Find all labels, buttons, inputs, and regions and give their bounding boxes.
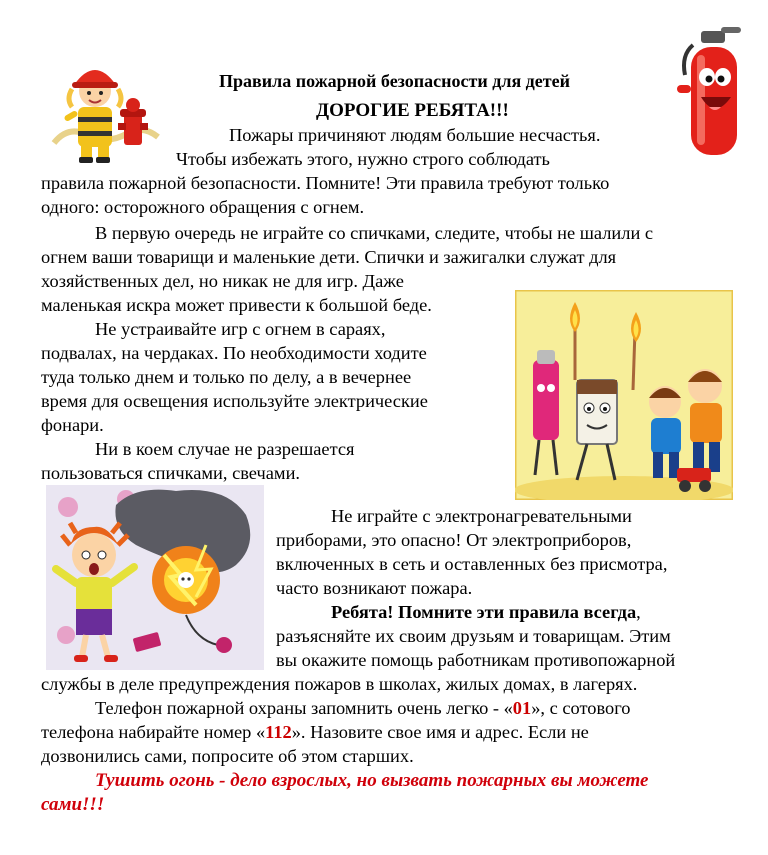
text-line: Пожары причиняют людям большие несчастья. bbox=[229, 125, 601, 145]
text-line bbox=[331, 601, 641, 625]
text-line: хозяйственных дел, но никак не для игр. Даже bbox=[41, 271, 404, 291]
fire-extinguisher-mascot-illustration bbox=[675, 25, 755, 160]
text-line: разъясняйте их своим друзьям и товарищам. Этим bbox=[276, 626, 671, 646]
text-fragment: телефона набирайте номер « bbox=[41, 722, 266, 742]
mobile-phone-number: 112 bbox=[265, 722, 292, 742]
text-line: часто возникают пожара. bbox=[276, 578, 473, 598]
page-title: Правила пожарной безопасности для детей bbox=[219, 71, 570, 91]
text-line: время для освещения используйте электрические bbox=[41, 391, 428, 411]
text-line: правила пожарной безопасности. Помните! Эти правила требуют только bbox=[41, 173, 610, 193]
text-line: приборами, это опасно! От электроприборов, bbox=[276, 530, 632, 550]
text-line: Чтобы избежать этого, нужно строго соблюдать bbox=[176, 149, 550, 169]
burning-matches-and-children-illustration bbox=[515, 290, 733, 500]
text-line: маленькая искра может привести к большой беде. bbox=[41, 295, 432, 315]
text-line: включенных в сеть и оставленных без присмотра, bbox=[276, 554, 668, 574]
text-fragment: », с сотового bbox=[531, 698, 631, 718]
text-line: вы окажите помощь работникам противопожарной bbox=[276, 650, 676, 670]
text-line: фонари. bbox=[41, 415, 104, 435]
text-line bbox=[41, 721, 589, 745]
closing-slogan-end: сами!!! bbox=[41, 794, 105, 815]
text-line: подвалах, на чердаках. По необходимости ходите bbox=[41, 343, 427, 363]
text-line: огнем ваши товарищи и маленькие дети. Спички и зажигалки служат для bbox=[41, 247, 617, 267]
text-line: дозвонились сами, попросите об этом старших. bbox=[41, 746, 414, 766]
fire-phone-number: 01 bbox=[512, 698, 532, 718]
text-fragment: , bbox=[636, 602, 641, 622]
text-line bbox=[95, 697, 630, 721]
text-line: Не устраивайте игр с огнем в сараях, bbox=[95, 319, 386, 339]
text-line: Ни в коем случае не разрешается bbox=[95, 439, 355, 459]
greeting-heading: ДОРОГИЕ РЕБЯТА!!! bbox=[316, 100, 509, 121]
text-line: одного: осторожного обращения с огнем. bbox=[41, 197, 365, 217]
firefighter-child-illustration bbox=[48, 55, 163, 165]
text-line: службы в деле предупреждения пожаров в школах, жилых домах, в лагерях. bbox=[41, 674, 638, 694]
electric-socket-sparks-child-illustration bbox=[46, 485, 264, 670]
text-line: Не играйте с электронагревательными bbox=[331, 506, 632, 526]
text-fragment: Телефон пожарной охраны запомнить очень легко - « bbox=[95, 698, 513, 718]
remember-rules-bold: Ребята! Помните эти правила всегда bbox=[331, 602, 637, 622]
text-fragment: ». Назовите свое имя и адрес. Если не bbox=[291, 722, 589, 742]
text-line: В первую очередь не играйте со спичками, следите, чтобы не шалили с bbox=[95, 223, 654, 243]
text-line: пользоваться спичками, свечами. bbox=[41, 463, 301, 483]
text-line: туда только днем и только по делу, а в вечернее bbox=[41, 367, 412, 387]
closing-slogan: Тушить огонь - дело взрослых, но вызвать пожарных вы можете bbox=[95, 770, 649, 791]
